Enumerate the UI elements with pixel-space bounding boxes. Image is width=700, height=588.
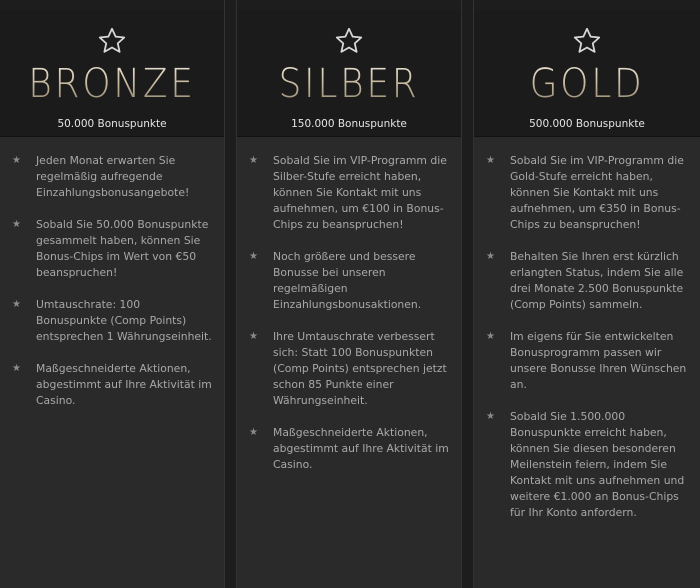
list-item <box>12 361 212 409</box>
tier-header <box>0 0 224 137</box>
list-item <box>12 297 212 345</box>
list-item <box>12 153 212 201</box>
tier-points: 50.000 Bonuspunkte <box>57 118 167 130</box>
list-item <box>249 249 449 313</box>
list-item <box>486 249 688 313</box>
star-icon: ★ <box>249 251 258 262</box>
star-outline-icon <box>334 26 364 56</box>
tier-gold <box>473 0 700 588</box>
benefit-list <box>237 137 461 473</box>
star-outline-icon <box>572 26 602 56</box>
star-icon: ★ <box>249 155 258 166</box>
benefit-text: Ihre Umtauschrate verbessert sich: Statt 100 Bonuspunkten (Comp Points) entsprechen jetzt schon 85 Punkte einer Währungseinheit. <box>273 330 447 407</box>
star-icon: ★ <box>249 427 258 438</box>
tier-name: BRONZE <box>11 60 213 108</box>
star-outline-icon <box>97 26 127 56</box>
benefit-text: Maßgeschneiderte Aktionen, abgestimmt auf Ihre Aktivität im Casino. <box>36 362 212 407</box>
benefit-text: Behalten Sie Ihren erst kürzlich erlangten Status, indem Sie alle drei Monate 2.500 Bonuspunkte (Comp Points) sammeln. <box>510 250 684 311</box>
benefit-text: Im eigens für Sie entwickelten Bonusprogramm passen wir unsere Bonusse Ihren Wünschen an. <box>510 330 687 391</box>
benefit-text: Sobald Sie 50.000 Bonuspunkte gesammelt haben, können Sie Bonus-Chips im Wert von €50 beanspruchen! <box>36 218 209 279</box>
benefit-text: Noch größere und bessere Bonusse bei unseren regelmäßigen Einzahlungsbonusaktionen. <box>273 250 422 311</box>
list-item <box>249 425 449 473</box>
star-icon: ★ <box>12 155 21 166</box>
star-icon: ★ <box>249 331 258 342</box>
tier-points: 500.000 Bonuspunkte <box>529 118 645 130</box>
benefit-text: Sobald Sie im VIP-Programm die Silber-Stufe erreicht haben, können Sie Kontakt mit uns aufnehmen, um €100 in Bonus-Chips zu beanspruchen! <box>273 154 447 231</box>
list-item <box>12 217 212 281</box>
tier-name: GOLD <box>485 60 688 108</box>
tier-header <box>474 0 700 137</box>
star-icon: ★ <box>12 299 21 310</box>
benefit-text: Umtauschrate: 100 Bonuspunkte (Comp Points) entsprechen 1 Währungseinheit. <box>36 298 212 343</box>
benefit-text: Maßgeschneiderte Aktionen, abgestimmt auf Ihre Aktivität im Casino. <box>273 426 449 471</box>
tier-name: SILBER <box>248 60 450 108</box>
tier-points: 150.000 Bonuspunkte <box>291 118 407 130</box>
benefit-list <box>0 137 224 409</box>
benefit-text: Sobald Sie 1.500.000 Bonuspunkte erreicht haben, können Sie diesen besonderen Meilenstein feiern, indem Sie Kontakt mit uns aufnehmen und weitere €1.000 an Bonus-Chips für Ihr Konto anfordern. <box>510 410 685 519</box>
list-item <box>249 153 449 233</box>
star-icon: ★ <box>486 155 495 166</box>
list-item <box>486 153 688 233</box>
star-icon: ★ <box>12 363 21 374</box>
list-item <box>249 329 449 409</box>
benefit-text: Jeden Monat erwarten Sie regelmäßig aufregende Einzahlungsbonusangebote! <box>36 154 190 199</box>
tier-silber <box>236 0 462 588</box>
list-item <box>486 409 688 521</box>
star-icon: ★ <box>486 251 495 262</box>
list-item <box>486 329 688 393</box>
star-icon: ★ <box>486 331 495 342</box>
tier-header <box>237 0 461 137</box>
star-icon: ★ <box>12 219 21 230</box>
benefit-text: Sobald Sie im VIP-Programm die Gold-Stufe erreicht haben, können Sie Kontakt mit uns aufnehmen, um €350 in Bonus-Chips zu beanspruchen! <box>510 154 684 231</box>
tier-bronze <box>0 0 225 588</box>
benefit-list <box>474 137 700 521</box>
star-icon: ★ <box>486 411 495 422</box>
